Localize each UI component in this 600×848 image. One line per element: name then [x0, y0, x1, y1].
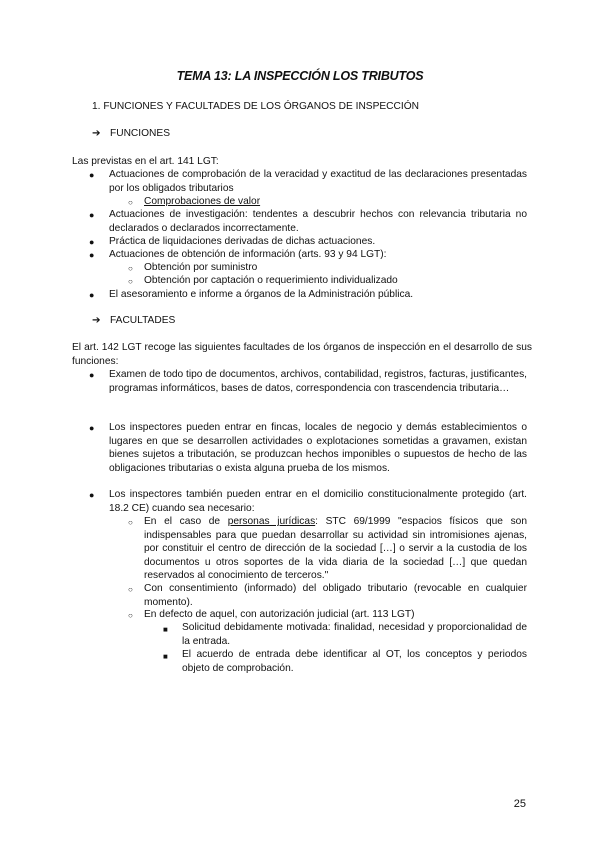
bullet-icon: ●: [89, 370, 95, 380]
circle-bullet-icon: ○: [128, 585, 133, 594]
funciones-subitem: [144, 195, 527, 209]
facultades-subitem-pre: En el caso de: [144, 516, 228, 527]
page-number: 25: [513, 798, 526, 810]
funciones-item: Actuaciones de comprobación de la veracidad y exactitud de las declaraciones presentadas por los obligados tributarios: [109, 169, 527, 194]
facultades-item: Examen de todo tipo de documentos, archivos, contabilidad, registros, facturas, justificantes, programas informáticos, bases de datos, correspondencia con trascendencia tributaria…: [109, 369, 527, 394]
circle-bullet-icon: ○: [128, 611, 133, 620]
funciones-heading-label: FUNCIONES: [110, 128, 170, 139]
facultades-subitem-post: : STC 69/1999 "espacios físicos que son indispensables para que puedan desarrollar su actividad sin intromisiones ajenas, por constituir el centro de dirección de la sociedad […] o servir a la custodia de los documentos u otros soportes de la vida diaria de la sociedad […] que quedan reservados al conocimiento de terceros.": [144, 516, 527, 581]
funciones-subitem: Obtención por suministro: [144, 262, 258, 273]
bullet-icon: ●: [89, 170, 95, 180]
facultades-item: Los inspectores también pueden entrar en el domicilio constitucionalmente protegido (art. 18.2 CE) cuando sea necesario:: [109, 489, 527, 514]
section-heading: 1. FUNCIONES Y FACULTADES DE LOS ÓRGANOS DE INSPECCIÓN: [92, 101, 420, 112]
facultades-intro: El art. 142 LGT recoge las siguientes facultades de los órganos de inspección en el desarrollo de sus funciones:: [72, 342, 532, 367]
facultades-subitem: En defecto de aquel, con autorización judicial (art. 113 LGT): [144, 609, 415, 620]
square-bullet-icon: ■: [163, 652, 168, 661]
funciones-heading: [92, 127, 170, 141]
circle-bullet-icon: ○: [128, 198, 133, 207]
funciones-item: Práctica de liquidaciones derivadas de dichas actuaciones.: [109, 236, 376, 247]
bullet-icon: ●: [89, 237, 95, 247]
facultades-subsubitem: El acuerdo de entrada debe identificar al OT, los conceptos y periodos objeto de comprobación.: [182, 649, 527, 674]
bullet-icon: ●: [89, 423, 95, 433]
facultades-subitem: [144, 515, 527, 583]
funciones-item: Actuaciones de obtención de información (arts. 93 y 94 LGT):: [109, 249, 387, 260]
arrow-icon: ➔: [92, 315, 101, 326]
facultades-subitem: Con consentimiento (informado) del obligado tributario (revocable en cualquier momento).: [144, 583, 527, 608]
personas-juridicas-term: personas jurídicas: [227, 516, 316, 527]
circle-bullet-icon: ○: [128, 277, 133, 286]
funciones-subitem-label: Comprobaciones de valor: [144, 196, 261, 207]
funciones-item: Actuaciones de investigación: tendentes a descubrir hechos con relevancia tributaria no declarados o declarados incorrectamente.: [109, 209, 527, 234]
page-title: TEMA 13: LA INSPECCIÓN LOS TRIBUTOS: [176, 69, 424, 83]
facultades-heading-label: FACULTADES: [110, 315, 176, 326]
facultades-item: Los inspectores pueden entrar en fincas, locales de negocio y demás establecimientos o lugares en que se desarrollen actividades o explotaciones sometidas a gravamen, existan bienes sujetos a tributación, se produzcan hechos imponibles o supuestos de hecho de las obligaciones tributarias o exista alguna prueba de los mismos.: [109, 422, 527, 474]
bullet-icon: ●: [89, 250, 95, 260]
bullet-icon: ●: [89, 490, 95, 500]
square-bullet-icon: ■: [163, 625, 168, 634]
funciones-subitem: Obtención por captación o requerimiento individualizado: [144, 275, 398, 286]
facultades-heading: [92, 314, 175, 328]
arrow-icon: ➔: [92, 128, 101, 139]
bullet-icon: ●: [89, 290, 95, 300]
bullet-icon: ●: [89, 210, 95, 220]
circle-bullet-icon: ○: [128, 518, 133, 527]
circle-bullet-icon: ○: [128, 264, 133, 273]
facultades-subsubitem: Solicitud debidamente motivada: finalidad, necesidad y proporcionalidad de la entrada.: [182, 622, 527, 647]
funciones-item: El asesoramiento e informe a órganos de la Administración pública.: [109, 289, 414, 300]
funciones-intro: Las previstas en el art. 141 LGT:: [72, 156, 219, 167]
